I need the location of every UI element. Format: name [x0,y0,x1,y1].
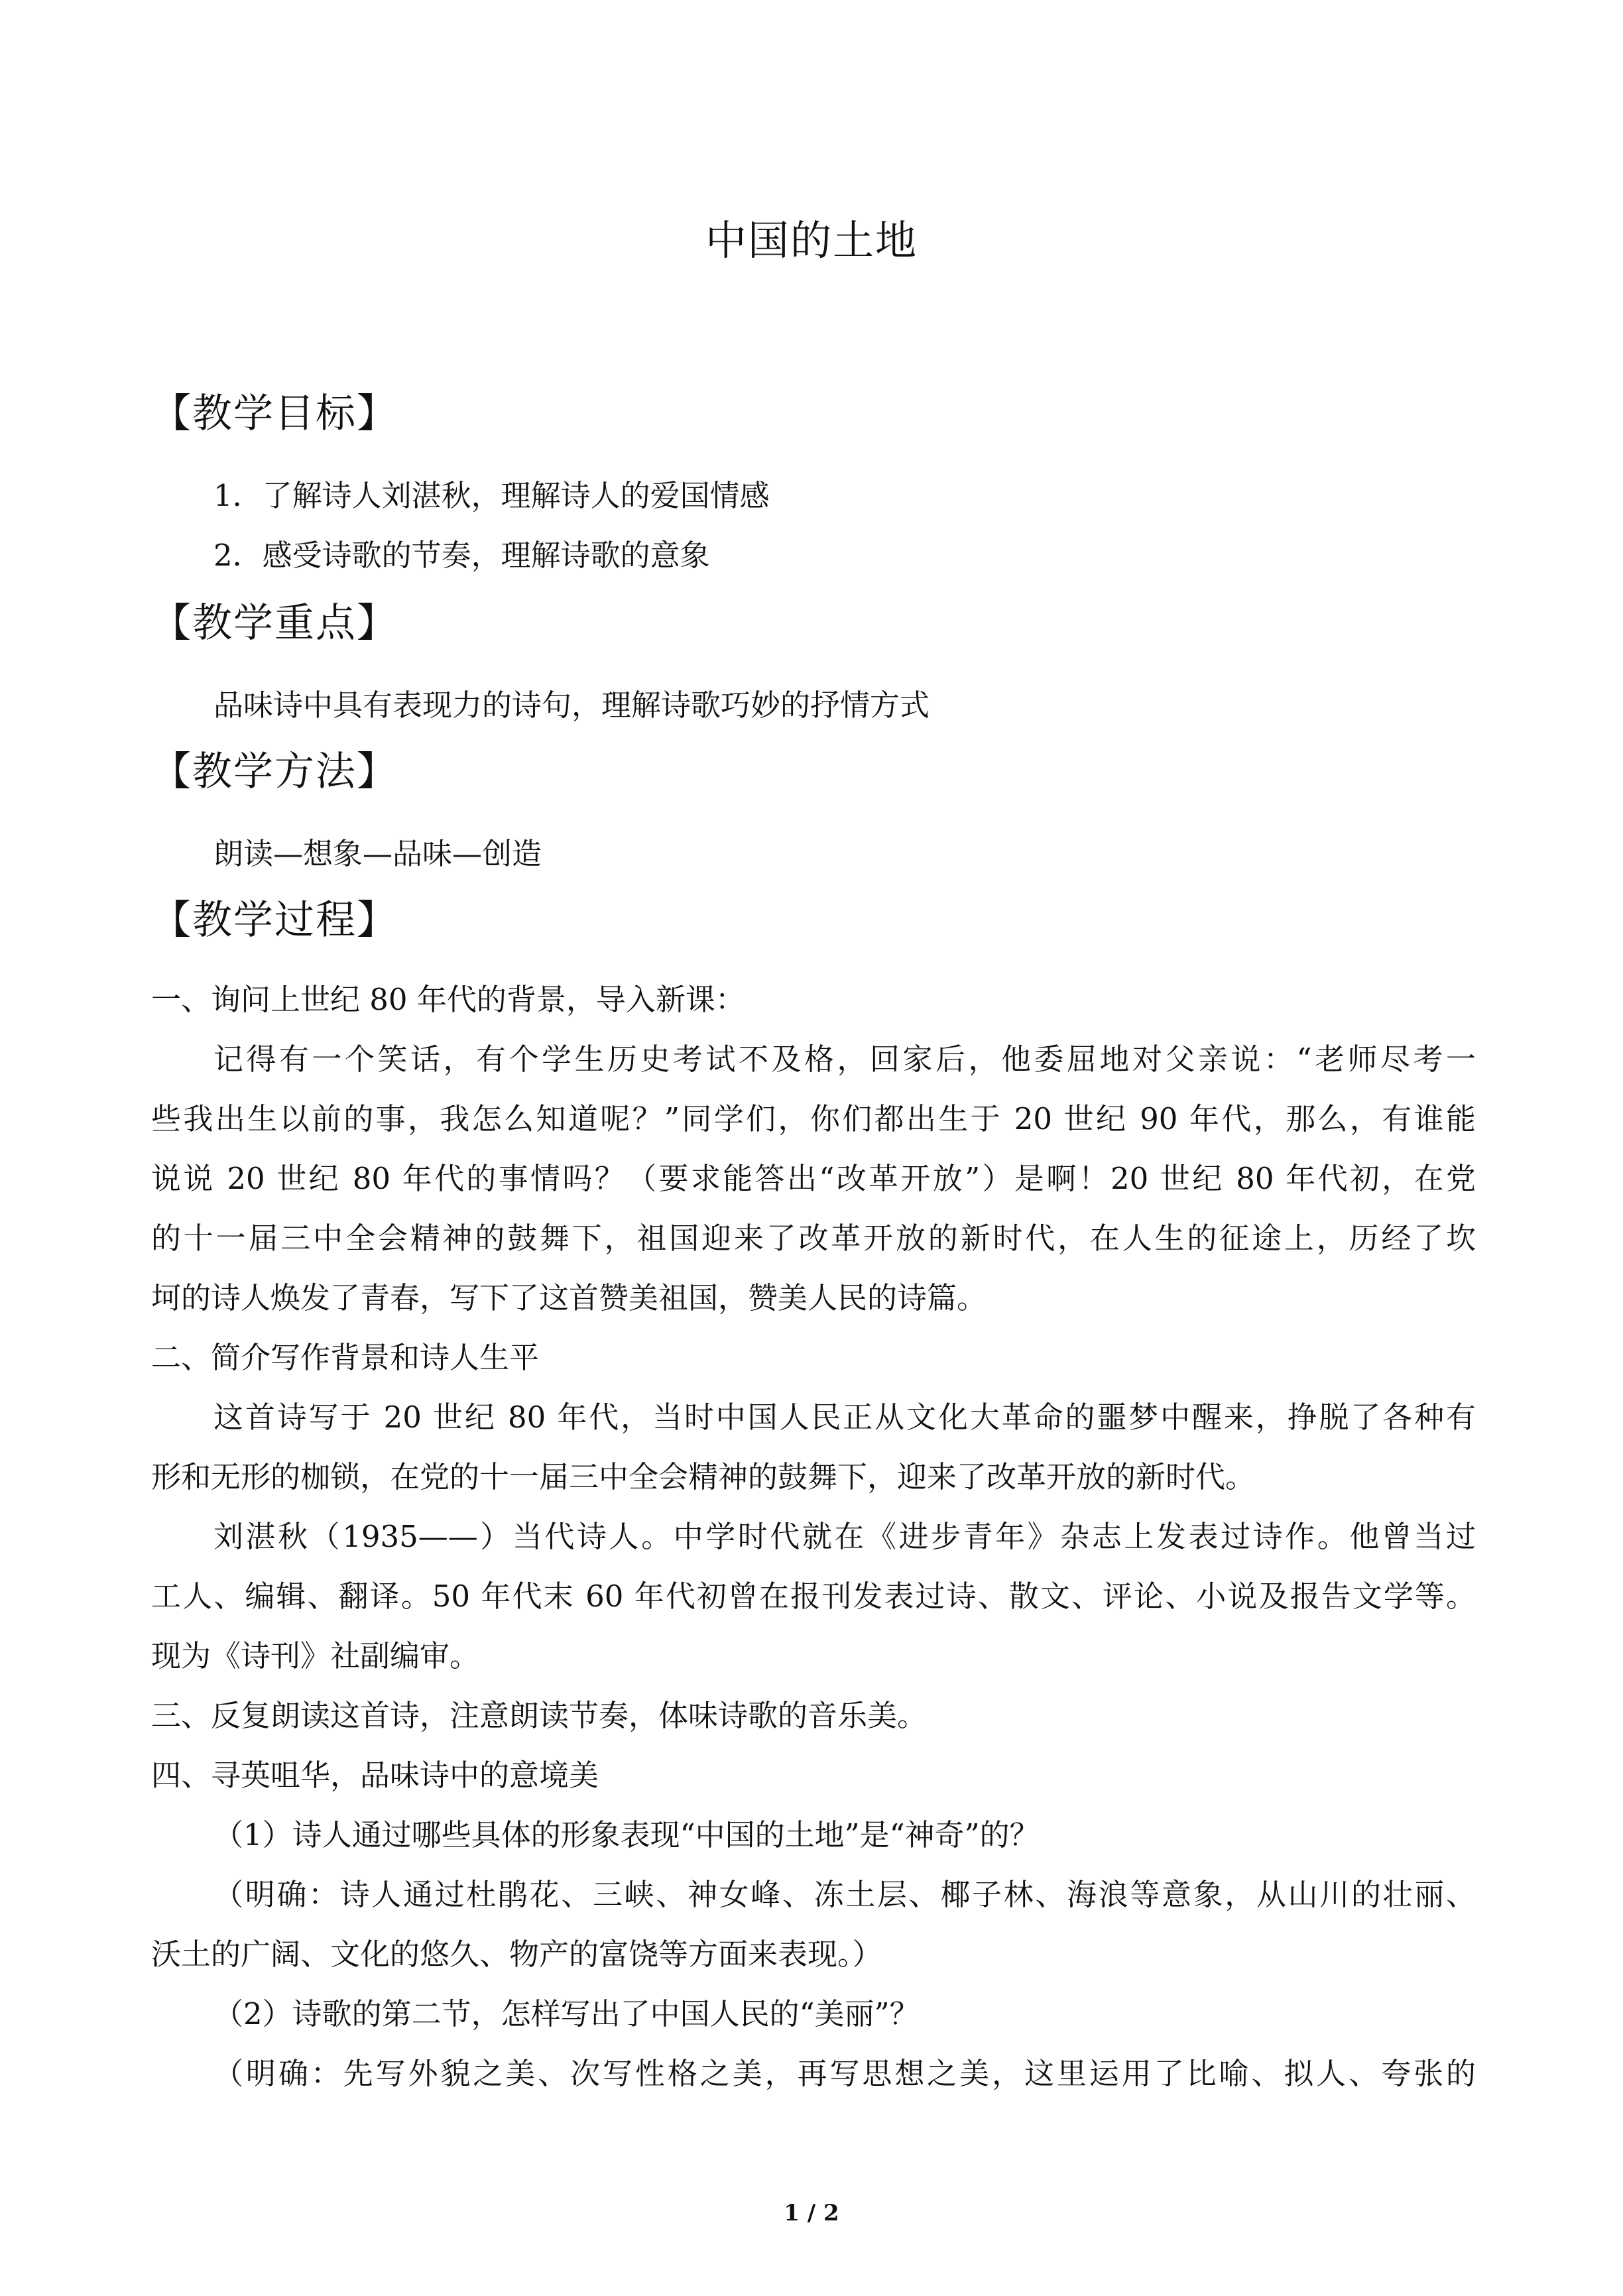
objective-item-1: 1．了解诗人刘湛秋，理解诗人的爱国情感 [213,478,770,513]
question-2: （2）诗歌的第二节，怎样写出了中国人民的“美丽”？ [213,1996,920,2031]
heading-methods: 【教学方法】 [151,749,398,795]
process-section-4-heading: 四、寻英咀华，品味诗中的意境美 [151,1758,599,1793]
heading-objectives: 【教学目标】 [151,391,398,437]
page-number: 1 / 2 [784,2200,839,2226]
paragraph-line: 工人、编辑、翻译。50 年代末 60 年代初曾在报刊发表过诗、散文、评论、小说及报告文学等。 [151,1579,1476,1614]
objective-item-2: 2．感受诗歌的节奏，理解诗歌的意象 [213,538,710,573]
answer-2-line: （明确：先写外貌之美、次写性格之美，再写思想之美，这里运用了比喻、拟人、夸张的 [213,2056,1476,2091]
page-title: 中国的土地 [705,216,918,265]
paragraph-line: 形和无形的枷锁，在党的十一届三中全会精神的鼓舞下，迎来了改革开放的新时代。 [151,1459,1256,1494]
paragraph-line: 这首诗写于 20 世纪 80 年代，当时中国人民正从文化大革命的噩梦中醒来，挣脱了各种有 [213,1400,1476,1435]
paragraph-line: 记得有一个笑话，有个学生历史考试不及格，回家后，他委屈地对父亲说：“老师尽考一 [213,1042,1476,1077]
process-section-2-heading: 二、简介写作背景和诗人生平 [151,1340,540,1375]
method-text: 朗读—想象—品味—创造 [213,836,542,871]
heading-process: 【教学过程】 [151,897,398,943]
paragraph-line: 些我出生以前的事，我怎么知道呢？”同学们，你们都出生于 20 世纪 90 年代，那么，有谁能 [151,1101,1476,1136]
paragraph-line: 现为《诗刊》社副编审。 [151,1638,480,1673]
paragraph-line: 刘湛秋（1935——）当代诗人。中学时代就在《进步青年》杂志上发表过诗作。他曾当过 [213,1519,1476,1554]
question-1: （1）诗人通过哪些具体的形象表现“中国的土地”是“神奇”的？ [213,1817,1040,1852]
paragraph-line: 坷的诗人焕发了青春，写下了这首赞美祖国，赞美人民的诗篇。 [151,1280,987,1315]
paragraph-line: 说说 20 世纪 80 年代的事情吗？（要求能答出“改革开放”）是啊！20 世纪 80 年代初，在党 [151,1161,1476,1196]
keypoint-text: 品味诗中具有表现力的诗句，理解诗歌巧妙的抒情方式 [213,688,930,723]
paragraph-line: 的十一届三中全会精神的鼓舞下，祖国迎来了改革开放的新时代，在人生的征途上，历经了坎 [151,1221,1476,1256]
heading-keypoints: 【教学重点】 [151,600,398,646]
process-section-3-heading: 三、反复朗读这首诗，注意朗读节奏，体味诗歌的音乐美。 [151,1698,928,1733]
answer-1-line: （明确：诗人通过杜鹃花、三峡、神女峰、冻土层、椰子林、海浪等意象，从山川的壮丽、 [213,1877,1476,1912]
answer-1-line: 沃土的广阔、文化的悠久、物产的富饶等方面来表现。） [151,1937,882,1972]
process-section-1-heading: 一、询问上世纪 80 年代的背景，导入新课： [151,982,745,1017]
